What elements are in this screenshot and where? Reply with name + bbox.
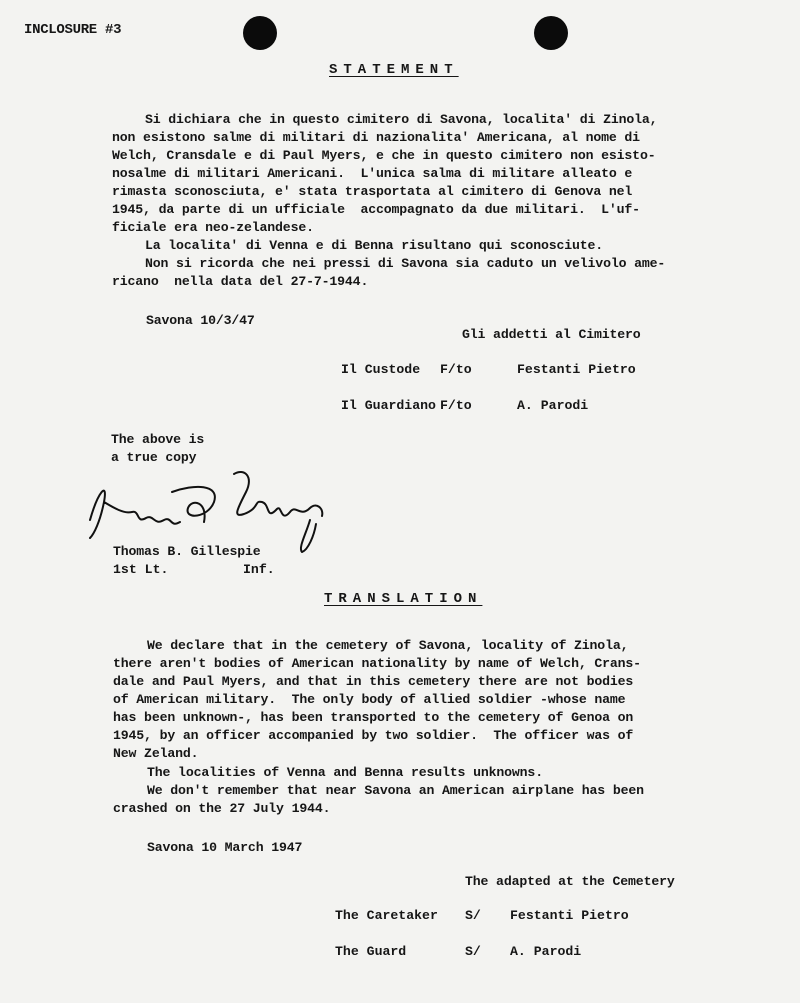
signatory-mark: F/to (440, 398, 472, 413)
certification-signer-name: Thomas B. Gillespie (113, 544, 261, 559)
statement-line: ficiale era neo-zelandese. (112, 220, 314, 235)
translation-line: crashed on the 27 July 1944. (113, 801, 331, 816)
signatory-role: The Caretaker (335, 908, 438, 923)
statement-line: nosalme di militari Americani. L'unica salma di militare alleato e (112, 166, 633, 181)
signatory-mark: F/to (440, 362, 472, 377)
translation-line: We don't remember that near Savona an American airplane has been (147, 783, 644, 798)
translation-line: there aren't bodies of American nationality by name of Welch, Crans- (113, 656, 641, 671)
inclosure-label: INCLOSURE #3 (24, 22, 122, 38)
translation-line: 1945, by an officer accompanied by two soldier. The officer was of (113, 728, 634, 743)
translation-line: The localities of Venna and Benna results unknowns. (147, 765, 543, 780)
statement-line: rimasta sconosciuta, e' stata trasportata al cimitero di Genova nel (112, 184, 633, 199)
translation-heading: TRANSLATION (324, 591, 483, 607)
translation-signatory-row (0, 944, 582, 1003)
certification-signer-rank-row (0, 562, 275, 622)
translation-line: We declare that in the cemetery of Savona, locality of Zinola, (147, 638, 629, 653)
statement-line: Si dichiara che in questo cimitero di Savona, localita' di Zinola, (145, 112, 658, 127)
translation-line: has been unknown-, has been transported to the cemetery of Genoa on (113, 710, 634, 725)
statement-place-date: Savona 10/3/47 (146, 313, 255, 328)
certification-line: a true copy (111, 450, 197, 465)
statement-line: La localita' di Venna e di Benna risultano qui sconosciute. (145, 238, 604, 253)
statement-line: Welch, Cransdale e di Paul Myers, e che in questo cimitero non esisto- (112, 148, 656, 163)
signatory-mark: S/ (465, 908, 481, 923)
statement-line: 1945, da parte di un ufficiale accompagnato da due militari. L'uf- (112, 202, 640, 217)
signatory-name: Festanti Pietro (510, 908, 629, 923)
translation-signatories-header: The adapted at the Cemetery (465, 874, 675, 889)
signatory-name: A. Parodi (517, 398, 589, 413)
punch-hole-left (243, 16, 277, 50)
statement-line: Non si ricorda che nei pressi di Savona sia caduto un velivolo ame- (145, 256, 666, 271)
statement-line: non esistono salme di militari di nazionalita' Americana, al nome di (112, 130, 640, 145)
translation-place-date: Savona 10 March 1947 (147, 840, 303, 855)
signatory-name: A. Parodi (510, 944, 582, 959)
statement-heading: STATEMENT (329, 62, 459, 78)
signatory-mark: S/ (465, 944, 481, 959)
statement-line: ricano nella data del 27-7-1944. (112, 274, 369, 289)
certification-line: The above is (111, 432, 205, 447)
translation-line: New Zeland. (113, 746, 199, 761)
signer-branch: Inf. (243, 562, 275, 577)
signatory-name: Festanti Pietro (517, 362, 636, 377)
statement-signatories-header: Gli addetti al Cimitero (462, 327, 641, 342)
signatory-role: Il Custode (341, 362, 421, 377)
signer-rank: 1st Lt. (113, 562, 169, 577)
translation-line: dale and Paul Myers, and that in this cemetery there are not bodies (113, 674, 634, 689)
translation-line: of American military. The only body of allied soldier -whose name (113, 692, 626, 707)
signatory-role: The Guard (335, 944, 407, 959)
punch-hole-right (534, 16, 568, 50)
signatory-role: Il Guardiano (341, 398, 436, 413)
